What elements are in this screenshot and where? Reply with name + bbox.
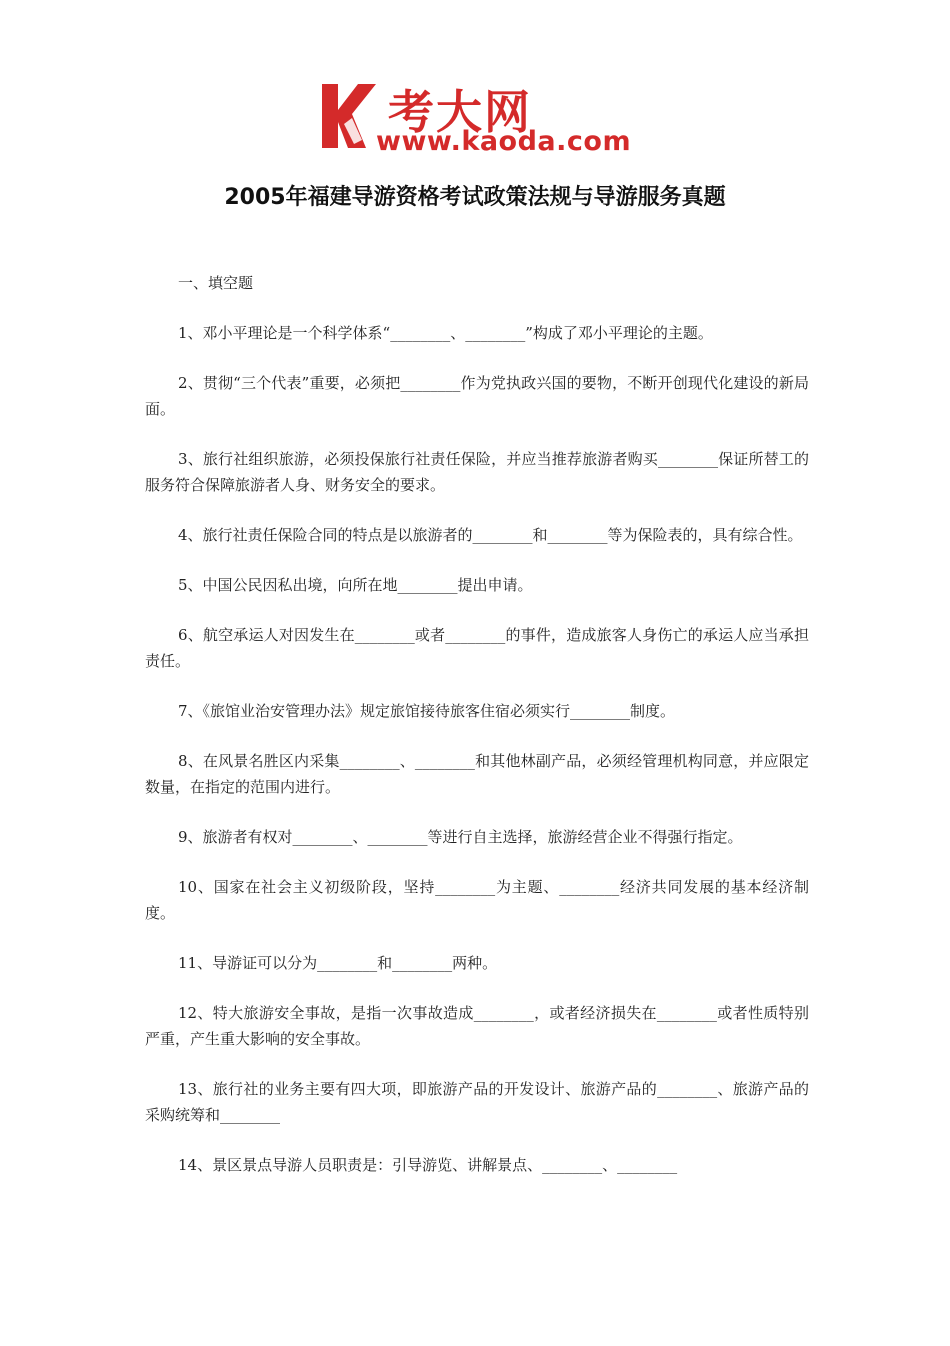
- question-item: 8、在风景名胜区内采集________、________和其他林副产品，必须经管理机构同意，并应限定数量，在指定的范围内进行。: [145, 752, 809, 796]
- question-item: 11、导游证可以分为________和________两种。: [178, 954, 498, 972]
- question-item: 5、中国公民因私出境，向所在地________提出申请。: [178, 576, 533, 594]
- question-item: 13、旅行社的业务主要有四大项，即旅游产品的开发设计、旅游产品的________、旅游产品的采购统筹和________: [145, 1080, 809, 1124]
- question-item: 10、国家在社会主义初级阶段，坚持________为主题、________经济共同发展的基本经济制度。: [145, 878, 809, 922]
- question-item: 12、特大旅游安全事故，是指一次事故造成________，或者经济损失在________或者性质特别严重，产生重大影响的安全事故。: [145, 1004, 809, 1048]
- question-item: 14、景区景点导游人员职责是：引导游览、讲解景点、________、________: [178, 1156, 678, 1174]
- section-heading: 一、填空题: [178, 274, 254, 292]
- question-item: 4、旅行社责任保险合同的特点是以旅游者的________和________等为保险表的，具有综合性。: [178, 526, 803, 544]
- question-item: 9、旅游者有权对________、________等进行自主选择，旅游经营企业不得强行指定。: [178, 828, 743, 846]
- question-item: 1、邓小平理论是一个科学体系“________、________”构成了邓小平理论的主题。: [178, 324, 713, 342]
- question-item: 6、航空承运人对因发生在________或者________的事件，造成旅客人身伤亡的承运人应当承担责任。: [145, 626, 809, 670]
- document-body: [145, 270, 809, 1202]
- kaoda-logo: [318, 80, 640, 160]
- question-item: 3、旅行社组织旅游，必须投保旅行社责任保险，并应当推荐旅游者购买________保证所替工的服务符合保障旅游者人身、财务安全的要求。: [145, 450, 809, 494]
- logo-url-text: www.kaoda.com: [376, 126, 632, 157]
- page-title: 2005年福建导游资格考试政策法规与导游服务真题: [224, 185, 726, 210]
- logo-brand-text: 考大网: [388, 85, 532, 139]
- question-item: 7、《旅馆业治安管理办法》规定旅馆接待旅客住宿必须实行________制度。: [178, 702, 676, 720]
- question-item: 2、贯彻“三个代表”重要，必须把________作为党执政兴国的要物，不断开创现代化建设的新局面。: [145, 374, 809, 418]
